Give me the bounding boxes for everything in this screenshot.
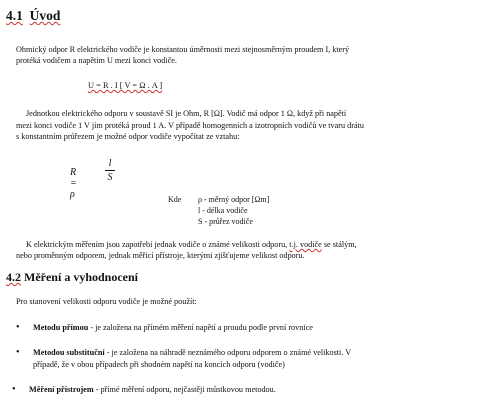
list-item-text: - je založena na přímém měření napětí a proudu podle první rovnice — [88, 323, 313, 332]
formula-lhs: R = ρ — [70, 167, 77, 200]
list-item — [12, 384, 462, 396]
legend-area: S - průřez vodiče — [198, 217, 253, 226]
section-title: Měření a vyhodnocení — [24, 270, 138, 284]
section-number: 4.2 — [6, 270, 21, 284]
list-item-text: případě, že v obou případech při shodném napětí na koncích odporu (vodiče) — [33, 360, 285, 369]
ohm-law-formula — [88, 81, 162, 90]
legend-length: l - délka vodiče — [198, 206, 248, 215]
legend-rho: ρ - měrný odpor [Ωm] — [198, 195, 270, 204]
section-number: 4.1 — [6, 8, 23, 23]
section-heading-uvod — [6, 8, 60, 24]
list-item-bold: Měření přístrojem — [29, 385, 94, 394]
spellcheck-text: t.j. vodiče — [289, 240, 322, 249]
formula-denominator: S — [107, 172, 113, 183]
paragraph-line: protéká vodičem a napětím U mezi konci vodiče. — [16, 56, 177, 65]
list-item-text: - přímé měření odporu, nejčastěji můstkovou metodou. — [93, 385, 276, 394]
list-item-text: - je založena na náhradě neznámého odporu odporem o známé velikosti. V — [104, 348, 352, 357]
section-title: Úvod — [29, 8, 61, 23]
paragraph-line: mezi konci vodiče 1 V jím protéká proud 1 A. V případě homogenních a izotropních vodičů ve tvaru drátu — [16, 121, 364, 130]
bullet-icon: • — [12, 384, 16, 395]
list-item-bold: Metodu přímou — [33, 323, 89, 332]
list-item-continuation — [33, 359, 463, 371]
list-item-bold: Metodou substituční — [33, 348, 105, 357]
paragraph-line: Ohmický odpor R elektrického vodiče je konstantou úměrnosti mezi stejnosměrným proudem I, který — [16, 45, 350, 54]
paragraph-line: Jednotkou elektrického odporu v soustavě SI je Ohm, R [Ω]. Vodič má odpor 1 Ω, když při napětí — [26, 109, 347, 118]
formula-fraction — [105, 158, 115, 183]
list-item — [16, 322, 466, 334]
paragraph-text: se stálým, — [321, 240, 357, 249]
fraction-bar — [105, 170, 115, 171]
paragraph-line — [26, 239, 466, 251]
paragraph-line: Pro stanovení velikosti odporu vodiče je možné použít: — [16, 297, 197, 306]
bullet-icon: • — [16, 347, 20, 358]
list-item — [16, 347, 466, 359]
paragraph-line: nebo proměnným odporem, jednak měřicí přístroje, kterými zjišťujeme velikost odporu. — [16, 251, 305, 260]
where-label: Kde — [168, 195, 182, 204]
formula-numerator: l — [108, 158, 112, 169]
ohm-law-text: U = R . I [ V = Ω . A ] — [88, 81, 163, 90]
paragraph-line: s konstantním průřezem je možné odpor vodiče vypočítat ze vztahu: — [16, 132, 240, 141]
paragraph-text: K elektrickým měřením jsou zapotřebí jednak vodiče o známé velikosti odporu, — [26, 240, 290, 249]
bullet-icon: • — [16, 322, 20, 333]
section-heading-mereni — [6, 270, 138, 285]
